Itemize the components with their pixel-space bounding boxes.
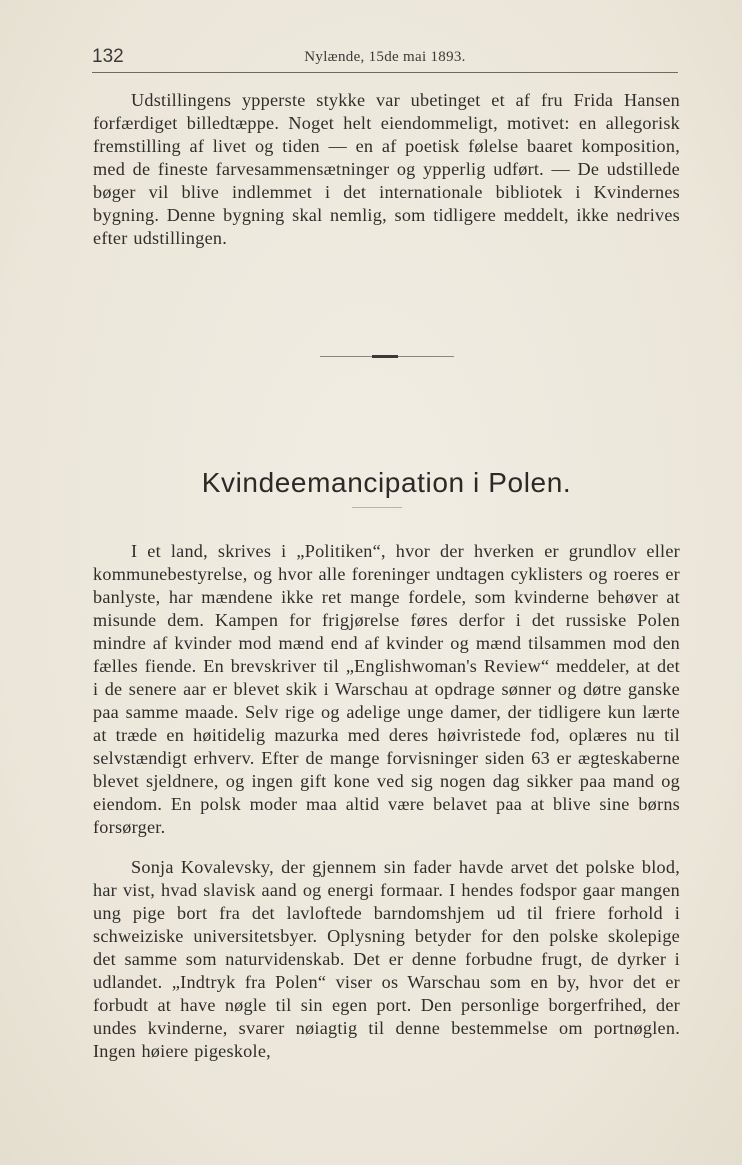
intro-paragraph: Udstillingens ypperste stykke var ubetinget et af fru Frida Hansen forfærdiget billedtæppe. Noget helt eiendommeligt, motivet: en allegorisk fremstilling af livet og tiden — en af poetisk følelse baaret komposition, med de fineste farvesammensætninger og ypperlig udført. — De udstillede bøger vil blive indlemmet i det internationale bibliotek i Kvindernes bygning. Denne bygning skal nemlig, som tidligere meddelt, ikke nedrives efter udstillingen. (93, 90, 680, 248)
article-paragraph-2: Sonja Kovalevsky, der gjennem sin fader havde arvet det polske blod, har vist, hvad slavisk aand og energi formaar. I hendes fodspor gaar mangen ung pige bort fra det lavloftede barndomshjem ud til friere forhold i schweiziske universitetsbyer. Oplysning betyder for den polske skolepige det samme som naturvidenskab. Det er denne forbudne frugt, de dyrker i udlandet. „Indtryk fra Polen“ viser os Warschau som en by, hvor det er forbudt at have nøgle til sin egen port. Den personlige borgerfrihed, der undes kvinderne, svarer nøiagtig til denne bestemmelse om portnøglen. Ingen høiere pigeskole, (93, 857, 680, 1061)
section-divider (320, 354, 454, 360)
page-header (92, 46, 678, 73)
article-title: Kvindeemancipation i Polen. (201, 467, 572, 498)
running-head: Nylænde, 15de mai 1893. (304, 49, 466, 65)
article-paragraph-1: I et land, skrives i „Politiken“, hvor der hverken er grundlov eller kommunebestyrelse, og hvor alle foreninger undtagen cyklisters og roeres er banlyste, har mændene ikke ret mange fordele, som kvinderne behøver at misunde dem. Kampen for frigjørelse føres derfor i det russiske Polen mindre af kvinder mod mænd end af kvinder og mænd tilsammen mod den fælles fiende. En brevskriver til „Englishwoman's Review“ meddeler, at det i de senere aar er blevet skik i Warschau at opdrage sønner og døtre ganske paa samme maade. Selv rige og adelige unge damer, der tidligere kun lærte at træde en høitidelig mazurka med deres høivristede fod, oplæres nu til selvstændigt erhverv. Efter de mange forvisninger siden 63 er ægteskaberne blevet sjeldnere, og ingen gift kone ved sig nogen dag sikker paa mand og eiendom. En polsk moder maa altid være belavet paa at blive sine børns forsørger. (93, 541, 680, 837)
page-number: 132 (92, 46, 124, 67)
title-ornament (352, 507, 402, 508)
divider-thick-line (372, 355, 398, 358)
